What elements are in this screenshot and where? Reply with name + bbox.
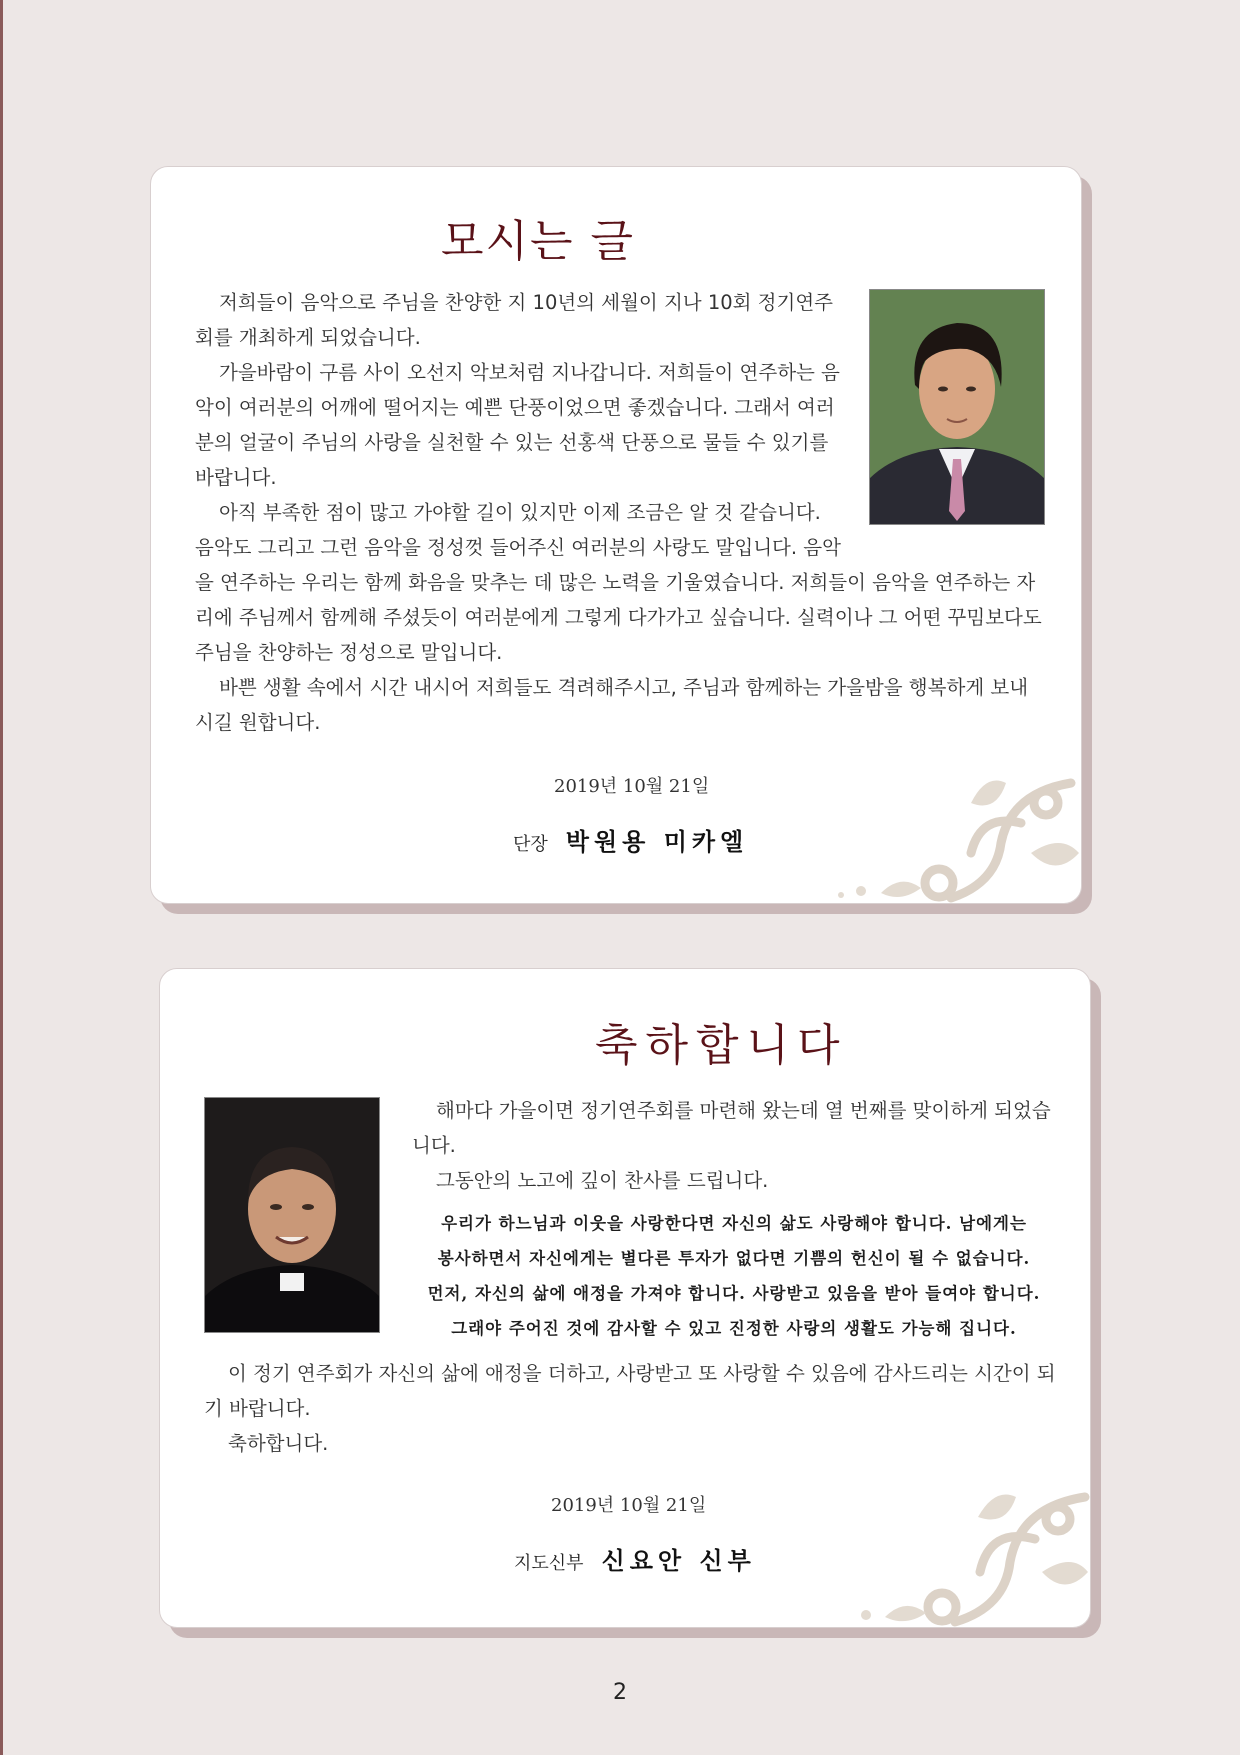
quote-line: 그래야 주어진 것에 감사할 수 있고 진정한 사랑의 생활도 가능해 집니다. (451, 1319, 1017, 1338)
congratulation-paragraph-2: 그동안의 노고에 깊이 찬사를 드립니다. (436, 1169, 769, 1192)
signer-role: 단장 (513, 834, 548, 855)
congratulation-body (204, 1093, 1056, 1461)
invitation-paragraph-2: 가을바람이 구름 사이 오선지 악보처럼 지나갑니다. 저희들이 연주하는 음악이 여러분의 어깨에 떨어지는 예쁜 단풍이었으면 좋겠습니다. 그래서 여러분의 얼굴이 주님의 사랑을 실천할 수 있는 선홍색 단풍으로 물들 수 있기를 바랍니다. (195, 361, 840, 489)
conductor-photo (869, 289, 1045, 525)
congratulation-card (159, 968, 1091, 1628)
left-margin-rule (0, 0, 3, 1755)
invitation-signature (513, 822, 748, 857)
congratulation-paragraph-1: 해마다 가을이면 정기연주회를 마련해 왔는데 열 번째를 맞이하게 되었습니다. (412, 1099, 1051, 1157)
floral-ornament-icon (830, 1467, 1090, 1627)
floral-ornament-icon (821, 763, 1081, 903)
invitation-card (150, 166, 1082, 904)
priest-portrait-image (204, 1097, 380, 1333)
congratulation-title: 축하합니다 (595, 1020, 848, 1071)
signer-name: 박원용 미카엘 (565, 827, 749, 856)
congratulation-date: 2019년 10월 21일 (551, 1495, 707, 1516)
signer-role: 지도신부 (514, 1553, 584, 1574)
invitation-date: 2019년 10월 21일 (554, 776, 710, 797)
page-number: 2 (613, 1680, 627, 1705)
congratulation-paragraph-3: 이 정기 연주회가 자신의 삶에 애정을 더하고, 사랑받고 또 사랑할 수 있음에 감사드리는 시간이 되기 바랍니다. (204, 1362, 1056, 1420)
priest-photo (204, 1097, 380, 1333)
quote-line: 봉사하면서 자신에게는 별다른 투자가 없다면 기쁨의 헌신이 될 수 없습니다. (437, 1249, 1031, 1268)
signer-name: 신요안 신부 (601, 1546, 756, 1575)
invitation-paragraph-3: 아직 부족한 점이 많고 가야할 길이 있지만 이제 조금은 알 것 같습니다. 음악도 그리고 그런 음악을 정성껏 들어주신 여러분의 사랑도 말입니다. 음악을 연주하는 우리는 함께 화음을 맞추는 데 많은 노력을 기울였습니다. 저희들이 음악을 연주하는 자리에 주님께서 함께해 주셨듯이 여러분에게 그렇게 다가가고 싶습니다. 실력이나 그 어떤 꾸밈보다도 주님을 찬양하는 정성으로 말입니다. (195, 501, 1042, 664)
quote-line: 먼저, 자신의 삶에 애정을 가져야 합니다. 사랑받고 있음을 받아 들여야 합니다. (427, 1284, 1041, 1303)
quote-line: 우리가 하느님과 이웃을 사랑한다면 자신의 삶도 사랑해야 합니다. 남에게는 (441, 1214, 1027, 1233)
invitation-body (195, 285, 1045, 740)
congratulation-paragraph-4: 축하합니다. (228, 1432, 329, 1455)
conductor-portrait-image (869, 289, 1045, 525)
invitation-title: 모시는 글 (441, 216, 636, 267)
invitation-paragraph-4: 바쁜 생활 속에서 시간 내시어 저희들도 격려해주시고, 주님과 함께하는 가을밤을 행복하게 보내시길 원합니다. (195, 676, 1029, 734)
invitation-paragraph-1: 저희들이 음악으로 주님을 찬양한 지 10년의 세월이 지나 10회 정기연주회를 개최하게 되었습니다. (195, 291, 834, 349)
congratulation-signature (514, 1541, 756, 1576)
